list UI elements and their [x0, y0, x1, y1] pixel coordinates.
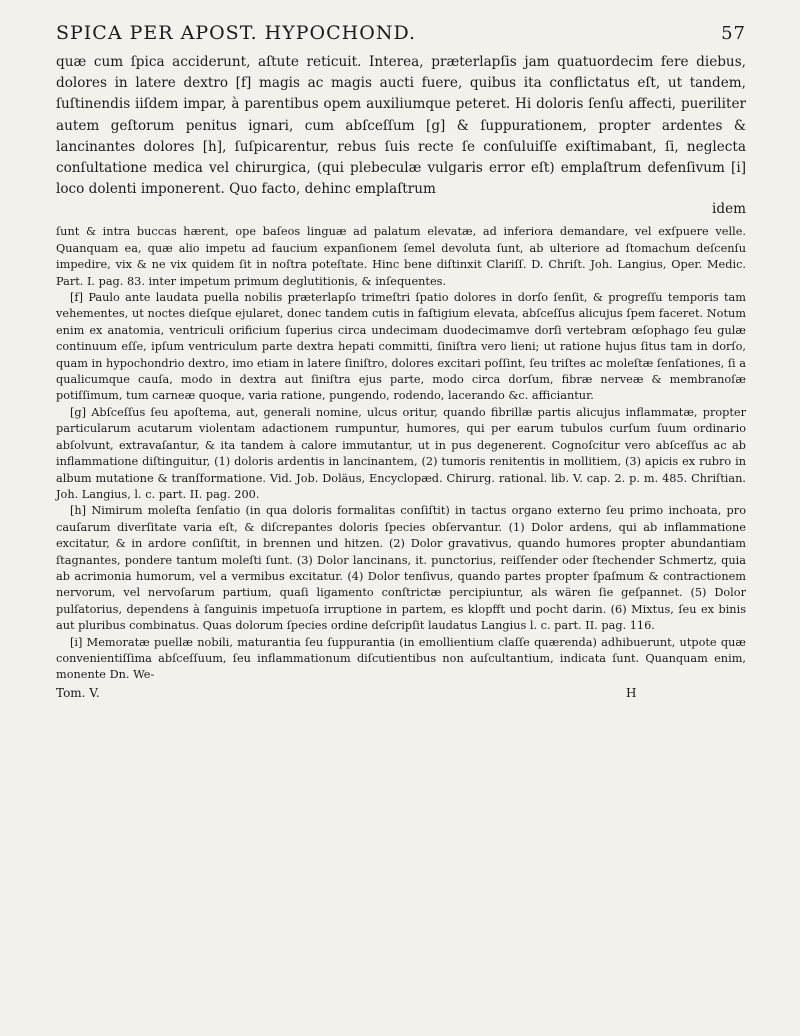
footnote-h: [h] Nimirum moleſta ſenſatio (in qua doloris formalitas conſiſtit) in tactus organo externo ſeu primo inchoata, pro cauſarum diverſitate varia eſt, & diſcrepantes doloris ſpecies obſervantur. (1) Dolor ardens, qui ab inflammatione excitatur, & in ardore conſiſtit, in brennen und hitzen. (2) Dolor gravativus, quando humores propter abundantiam ſtagnantes, pondere tantum moleſti ſunt. (3) Dolor lancinans, it. punctorius, reiſſender oder ſtechender Schmertz, quia ab acrimonia humorum, vel a vermibus excitatur. (4) Dolor tenſivus, quando partes propter ſpaſmum & contractionem nervorum, vel nervoſarum partium, quaſi ligamento conſtrictæ percipiuntur, als wären ſie geſpannet. (5) Dolor pulſatorius, dependens à ſanguinis impetuoſa irruptione in partem, es klopfft und pocht darin. (6) Mixtus, ſeu ex binis aut pluribus combinatus. Quas dolorum ſpecies ordine deſcripſit laudatus Langius l. c. part. II. pag. 116. [56, 504, 746, 633]
main-text: quæ cum ſpica acciderunt, aſtute reticuit. Interea, præterlapſis jam quatuordecim fere diebus, dolores in latere dextro [f] magis ac magis aucti fuere, quibus ita conflictatus eſt, ut tandem, ſuſtinendis iiſdem impar, à parentibus opem auxiliumque peteret. Hi doloris ſenſu affecti, pueriliter autem geſtorum penitus ignari, cum abſceſſum [g] & ſuppurationem, propter ardentes & lancinantes dolores [h], ſuſpicarentur, rebus ſuis recte ſe conſuluiſſe exiſtimabant, ſi, neglecta conſultatione medica vel chirurgica, (qui plebeculæ vulgaris error eſt) emplaſtrum defenſivum [i] loco dolenti imponerent. Quo facto, dehinc emplaſtrum [56, 54, 746, 198]
volume-label: Tom. V. [56, 685, 100, 700]
running-title: SPICA PER APOST. HYPOCHOND. [56, 22, 417, 44]
running-header [56, 22, 746, 52]
signature-mark: H [626, 685, 637, 700]
footnotes [56, 224, 746, 683]
footnote-i: [i] Memoratæ puellæ nobili, maturantia ſeu ſuppurantia (in emollientium claſſe quærenda) adhibuerunt, utpote quæ convenientiſſima abſceſſuum, ſeu inflammationum diſcutientibus non auſcultantium, indicata ſunt. Quanquam enim, monente Dn. We- [56, 635, 746, 682]
catchword: idem [712, 201, 746, 218]
footnote-continuation: ſunt & intra buccas hærent, ope baſeos linguæ ad palatum elevatæ, ad inferiora demandare, vel exſpuere velle. Quanquam ea, quæ alio impetu ad faucium expanſionem ſemel devoluta ſunt, ab ulteriore ad ſtomachum deſcenſu impedire, vix & ne vix quidem ſit in noſtra poteſtate. Hinc bene diſtinxit Clariſſ. D. Chriſt. Joh. Langius, Oper. Medic. Part. I. pag. 83. inter impetum primum deglutitionis, & inſequentes. [56, 225, 746, 288]
page-number: 57 [721, 23, 746, 44]
footnote-f: [f] Paulo ante laudata puella nobilis præterlapſo trimeſtri ſpatio dolores in dorſo ſenſit, & progreſſu temporis tam vehementes, ut noctes dieſque ejularet, donec tandem cutis in faſtigium elevata, abſceſſus alicujus ſpem faceret. Notum enim ex anatomia, ventriculi orificium ſuperius circa undecimam duodecimamve dorſi vertebram œſophago ſeu gulæ continuum eſſe, ipſum ventriculum parte dextra hepati committi, ſiniſtra vero lieni; ut ratione hujus ſitus tam in dorſo, quam in hypochondrio dextro, imo etiam in latere ſiniſtro, dolores excitari poſſint, ſeu triſtes ac moleſtæ ſenſationes, ſi a qualicumque cauſa, modo in dextra aut ſiniſtra ejus parte, modo circa dorſum, fibræ nerveæ & membranoſæ potiſſimum, tum carneæ quoque, varia ratione, pungendo, rodendo, lacerando &c. afficiantur. [56, 291, 746, 403]
footnote-g: [g] Abſceſſus ſeu apoſtema, aut, generali nomine, ulcus oritur, quando fibrillæ partis alicujus inflammatæ, propter particularum acutarum violentam adactionem rumpuntur, humores, qui per earum tubulos curſum ſuum ordinario abſolvunt, extravaſantur, & ita tandem à calore immutantur, ut in pus degenerent. Cognoſcitur vero abſceſſus ac ab inflammatione diſtinguitur, (1) doloris ardentis in lancinantem, (2) tumoris renitentis in mollitiem, (3) apicis ex rubro in album mutatione & tranſformatione. Vid. Job. Doläus, Encyclopæd. Chirurg. rational. lib. V. cap. 2. p. m. 485. Chriſtian. Joh. Langius, l. c. part. II. pag. 200. [56, 405, 746, 501]
page-footer [56, 686, 746, 700]
